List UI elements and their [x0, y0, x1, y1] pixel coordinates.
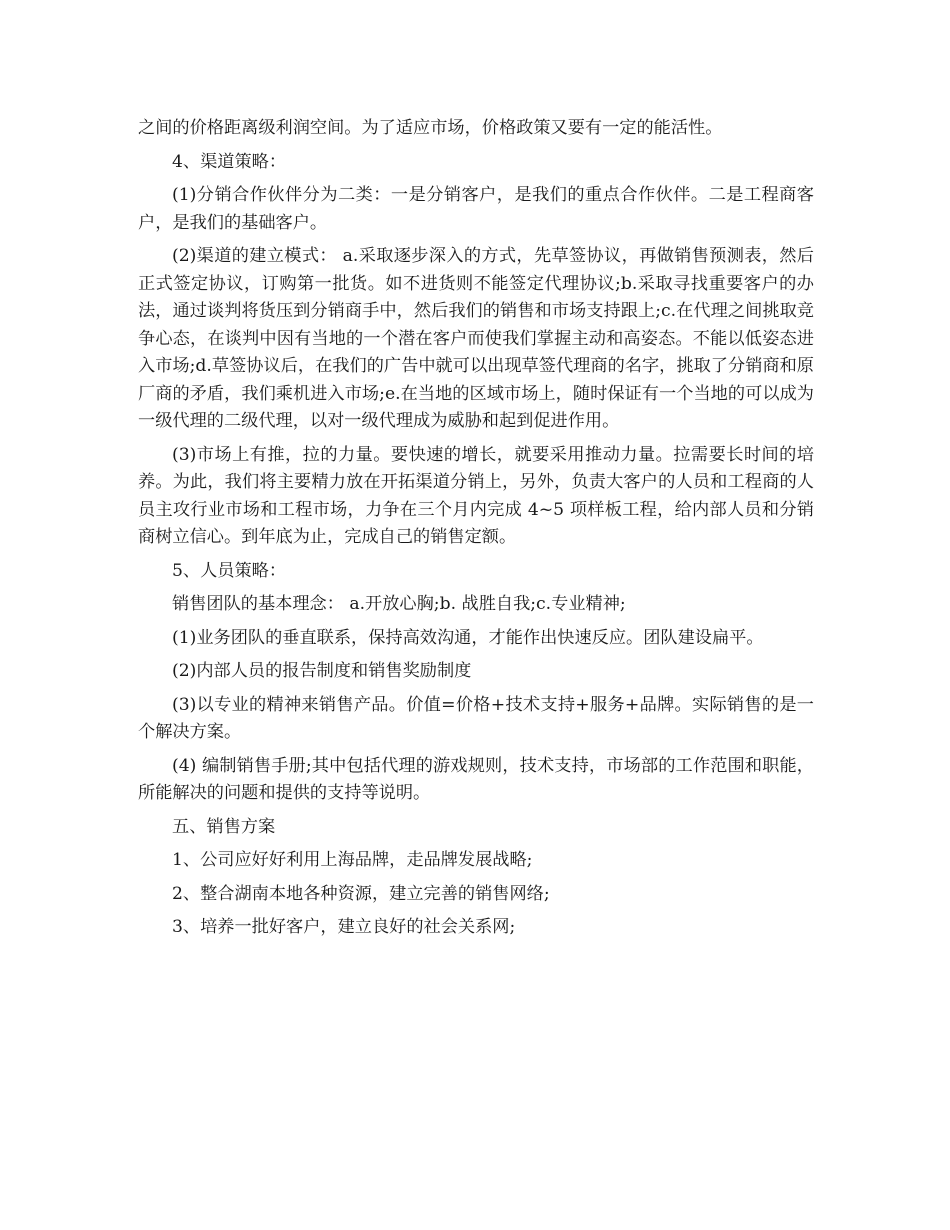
- paragraph-channel-partners: (1)分销合作伙伴分为二类：一是分销客户，是我们的重点合作伙伴。二是工程商客户，是我们的基础客户。: [138, 185, 814, 233]
- paragraph-channel-model: (2)渠道的建立模式： a.采取逐步深入的方式，先草签协议，再做销售预测表，然后正式签定协议，订购第一批货。如不进货则不能签定代理协议;b.采取寻找重要客户的办法，通过谈判将货压到分销商手中，然后我们的销售和市场支持跟上;c.在代理之间挑取竞争心态，在谈判中因有当地的一个潜在客户而使我们掌握主动和高姿态。不能以低姿态进入市场;d.草签协议后，在我们的广告中就可以出现草签代理商的名字，挑取了分销商和原厂商的矛盾，我们乘机进入市场;e.在当地的区域市场上，随时保证有一个当地的可以成为一级代理的二级代理，以对一级代理成为威胁和起到促进作用。: [138, 246, 814, 431]
- paragraph-sales-manual: (4) 编制销售手册;其中包括代理的游戏规则，技术支持，市场部的工作范围和职能，所能解决的问题和提供的支持等说明。: [138, 755, 814, 803]
- paragraph-push-pull: (3)市场上有推，拉的力量。要快速的增长，就要采用推动力量。拉需要长时间的培养。为此，我们将主要精力放在开拓渠道分销上，另外，负责大客户的人员和工程商的人员主攻行业市场和工程市场，力争在三个月内完成 4~5 项样板工程，给内部人员和分销商树立信心。到年底为止，完成自己的销售定额。: [138, 444, 814, 547]
- paragraph-price-policy-tail: 之间的价格距离级利润空间。为了适应市场，价格政策又要有一定的能活性。: [138, 118, 723, 138]
- paragraph-customer-network: 3、培养一批好客户，建立良好的社会关系网;: [172, 917, 516, 937]
- heading-personnel-strategy: 5、人员策略：: [172, 560, 287, 581]
- paragraph-team-philosophy: 销售团队的基本理念： a.开放心胸;b. 战胜自我;c.专业精神;: [172, 594, 626, 614]
- paragraph-report-system: (2)内部人员的报告制度和销售奖励制度: [172, 661, 472, 681]
- document-page: [138, 115, 814, 948]
- paragraph-professional-sales: (3)以专业的精神来销售产品。价值=价格+技术支持+服务+品牌。实际销售的是一个解决方案。: [138, 694, 814, 742]
- paragraph-sales-network: 2、整合湖南本地各种资源，建立完善的销售网络;: [172, 883, 550, 904]
- paragraph-brand-strategy: 1、公司应好好利用上海品牌，走品牌发展战略;: [172, 850, 533, 870]
- paragraph-team-vertical-contact: (1)业务团队的垂直联系，保持高效沟通，才能作出快速反应。团队建设扁平。: [172, 627, 764, 648]
- heading-channel-strategy: 4、渠道策略：: [172, 151, 287, 172]
- heading-sales-plan: 五、销售方案: [172, 816, 276, 837]
